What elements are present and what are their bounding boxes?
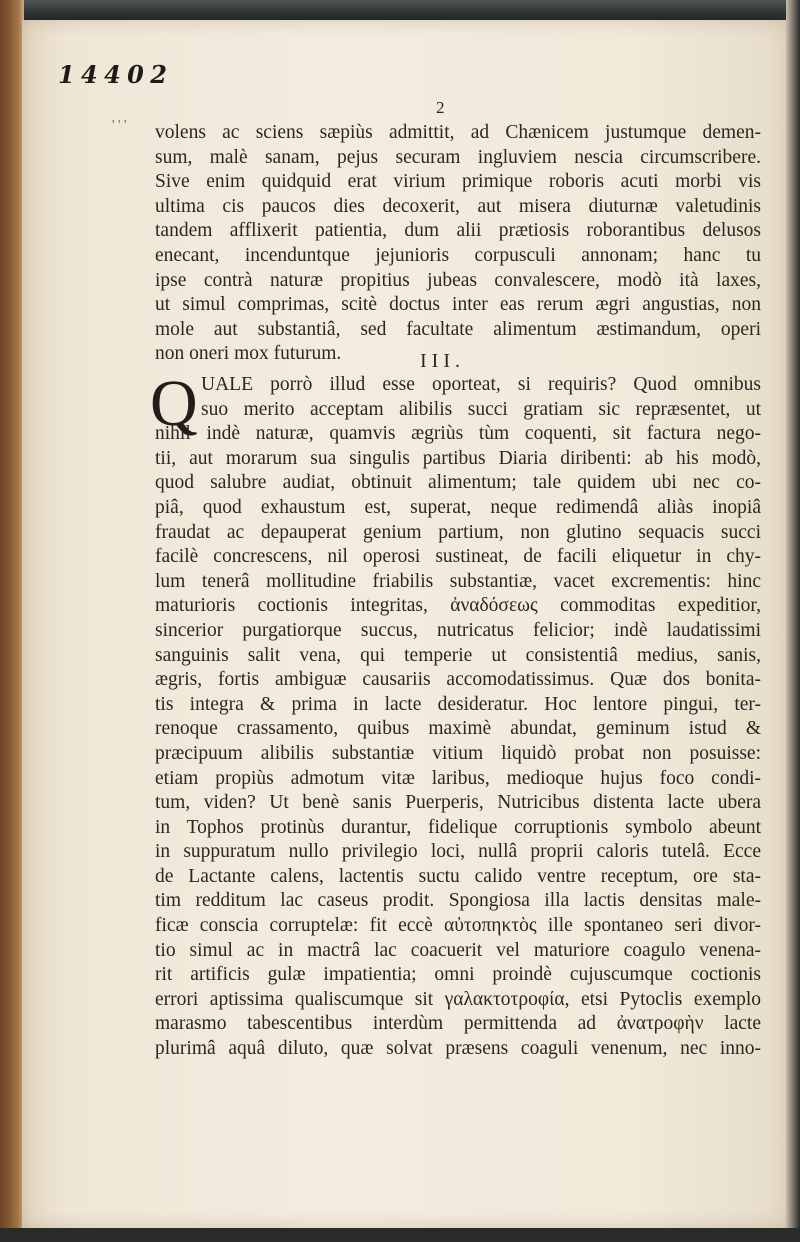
text-line: tio simul ac in mactrâ lac coacuerit vel maturiore coagulo venena- — [155, 939, 761, 961]
text-line: in suppuratum nullo privilegio loci, nullâ proprii caloris tutelâ. Ecce — [155, 841, 761, 863]
text-line: sanguinis salit vena, qui temperie ut consistentiâ medius, sanis, — [155, 644, 761, 666]
text-line: tis integra & prima in lacte desideratur. Hoc lentore pingui, ter- — [155, 693, 761, 715]
page-number: 2 — [436, 98, 445, 117]
text-line: sincerior purgatiorque succus, nutricatus felicior; indè laudatissimi — [155, 619, 761, 641]
text-line: piâ, quod exhaustum est, superat, neque redimendâ aliàs inopiâ — [155, 496, 761, 518]
text-line: facilè concrescens, nil operosi sustineat, de facili eliquetur in chy- — [155, 546, 761, 568]
text-line: ægris, fortis ambiguæ causariis accomodatissimus. Quæ dos bonita- — [155, 669, 761, 691]
text-line: ultima cis paucos dies decoxerit, aut misera diuturnæ valetudinis — [155, 195, 761, 217]
margin-annotation: ' ' ' — [112, 118, 127, 133]
text-line: sum, malè sanam, pejus securam ingluviem nescia circumscribere. — [155, 146, 761, 168]
text-line: fraudat ac depauperat genium partium, non glutino sequacis succi — [155, 521, 761, 543]
paragraph-2-opening — [155, 373, 761, 422]
text-line: quod salubre audiat, obtinuit alimentum; tale quidem ubi nec co- — [155, 472, 761, 494]
text-line: renoque crassamento, quibus maximè abundat, geminum istud & — [155, 718, 761, 740]
text-line: tum, viden? Ut benè sanis Puerperis, Nutricibus distenta lacte ubera — [155, 792, 761, 814]
book-binding-edge — [0, 0, 24, 1242]
text-line: maturioris coctionis integritas, ἀναδόσεως commoditas expeditior, — [155, 595, 761, 617]
text-line: enecant, incenduntque jejunioris corpusculi annonam; hanc tu — [155, 244, 761, 266]
text-line: ficæ conscia corruptelæ: fit eccè αὐτοπηκτὸς ille spontaneo seri divor- — [155, 915, 761, 937]
text-line: volens ac sciens sæpiùs admittit, ad Chænicem justumque demen- — [155, 122, 761, 143]
text-line: etiam propiùs admotum vitæ laribus, medioque hujus foco condi- — [155, 767, 761, 789]
text-line: non oneri mox futurum. — [155, 343, 342, 365]
page-fore-edge — [786, 0, 800, 1242]
scanner-bottom-edge — [0, 1228, 800, 1242]
text-line: in Tophos protinùs durantur, fidelique corruptionis symbolo abeunt — [155, 816, 761, 838]
paragraph-2 — [155, 373, 761, 1062]
text-line: Sive enim quidquid erat virium primique roboris acuti morbi vis — [155, 171, 761, 193]
text-line: rit artificis gulæ impatientia; omni proindè cujuscumque coctionis — [155, 964, 761, 986]
text-line: errori aptissima qualiscumque sit γαλακτοτροφία, etsi Pytoclis exemplo — [155, 988, 761, 1010]
text-line: tandem afflixerit patientia, dum alii prætiosis roborantibus delusos — [155, 220, 761, 242]
text-line: de Lactante calens, lactentis suctu calido ventre receptum, ore sta- — [155, 865, 761, 887]
text-line: suo merito acceptam alibilis succi gratiam sic repræsentet, ut — [201, 398, 761, 420]
text-line: tii, aut morarum sua singulis partibus Diaria diribenti: ab his modò, — [155, 447, 761, 469]
text-line: mole aut substantiâ, sed facultate alimentum æstimandum, operi — [155, 318, 761, 340]
text-line: nihil indè naturæ, quamvis ægriùs tùm coquenti, sit factura nego- — [155, 423, 761, 445]
text-line: lum tenerâ mollitudine friabilis substantiæ, vacet excrementis: hinc — [155, 570, 761, 592]
section-heading: III. — [420, 350, 465, 372]
text-line: præcipuum alibilis substantiæ vitium liquidò probat non posuisse: — [155, 742, 761, 764]
drop-cap: Q — [150, 367, 198, 440]
handwritten-shelfmark: 1 4 4 0 2 — [58, 60, 166, 89]
text-line: plurimâ aquâ diluto, quæ solvat præsens coaguli venenum, nec inno- — [155, 1038, 761, 1060]
text-line: UALE porrò illud esse oporteat, si requiris? Quod omnibus — [201, 374, 761, 395]
text-line: marasmo tabescentibus interdùm permittenda ad ἀνατροφὴν lacte — [155, 1013, 761, 1035]
text-line: ut simul comprimas, scitè doctus inter eas rerum ægri angustias, non — [155, 294, 761, 316]
scanner-top-edge — [0, 0, 800, 22]
text-line: tim redditum lac caseus prodit. Spongiosa illa lactis densitas male- — [155, 890, 761, 912]
text-line: ipse contrà naturæ propitius jubeas convalescere, modò ità laxes, — [155, 269, 761, 291]
paragraph-1 — [155, 121, 761, 367]
